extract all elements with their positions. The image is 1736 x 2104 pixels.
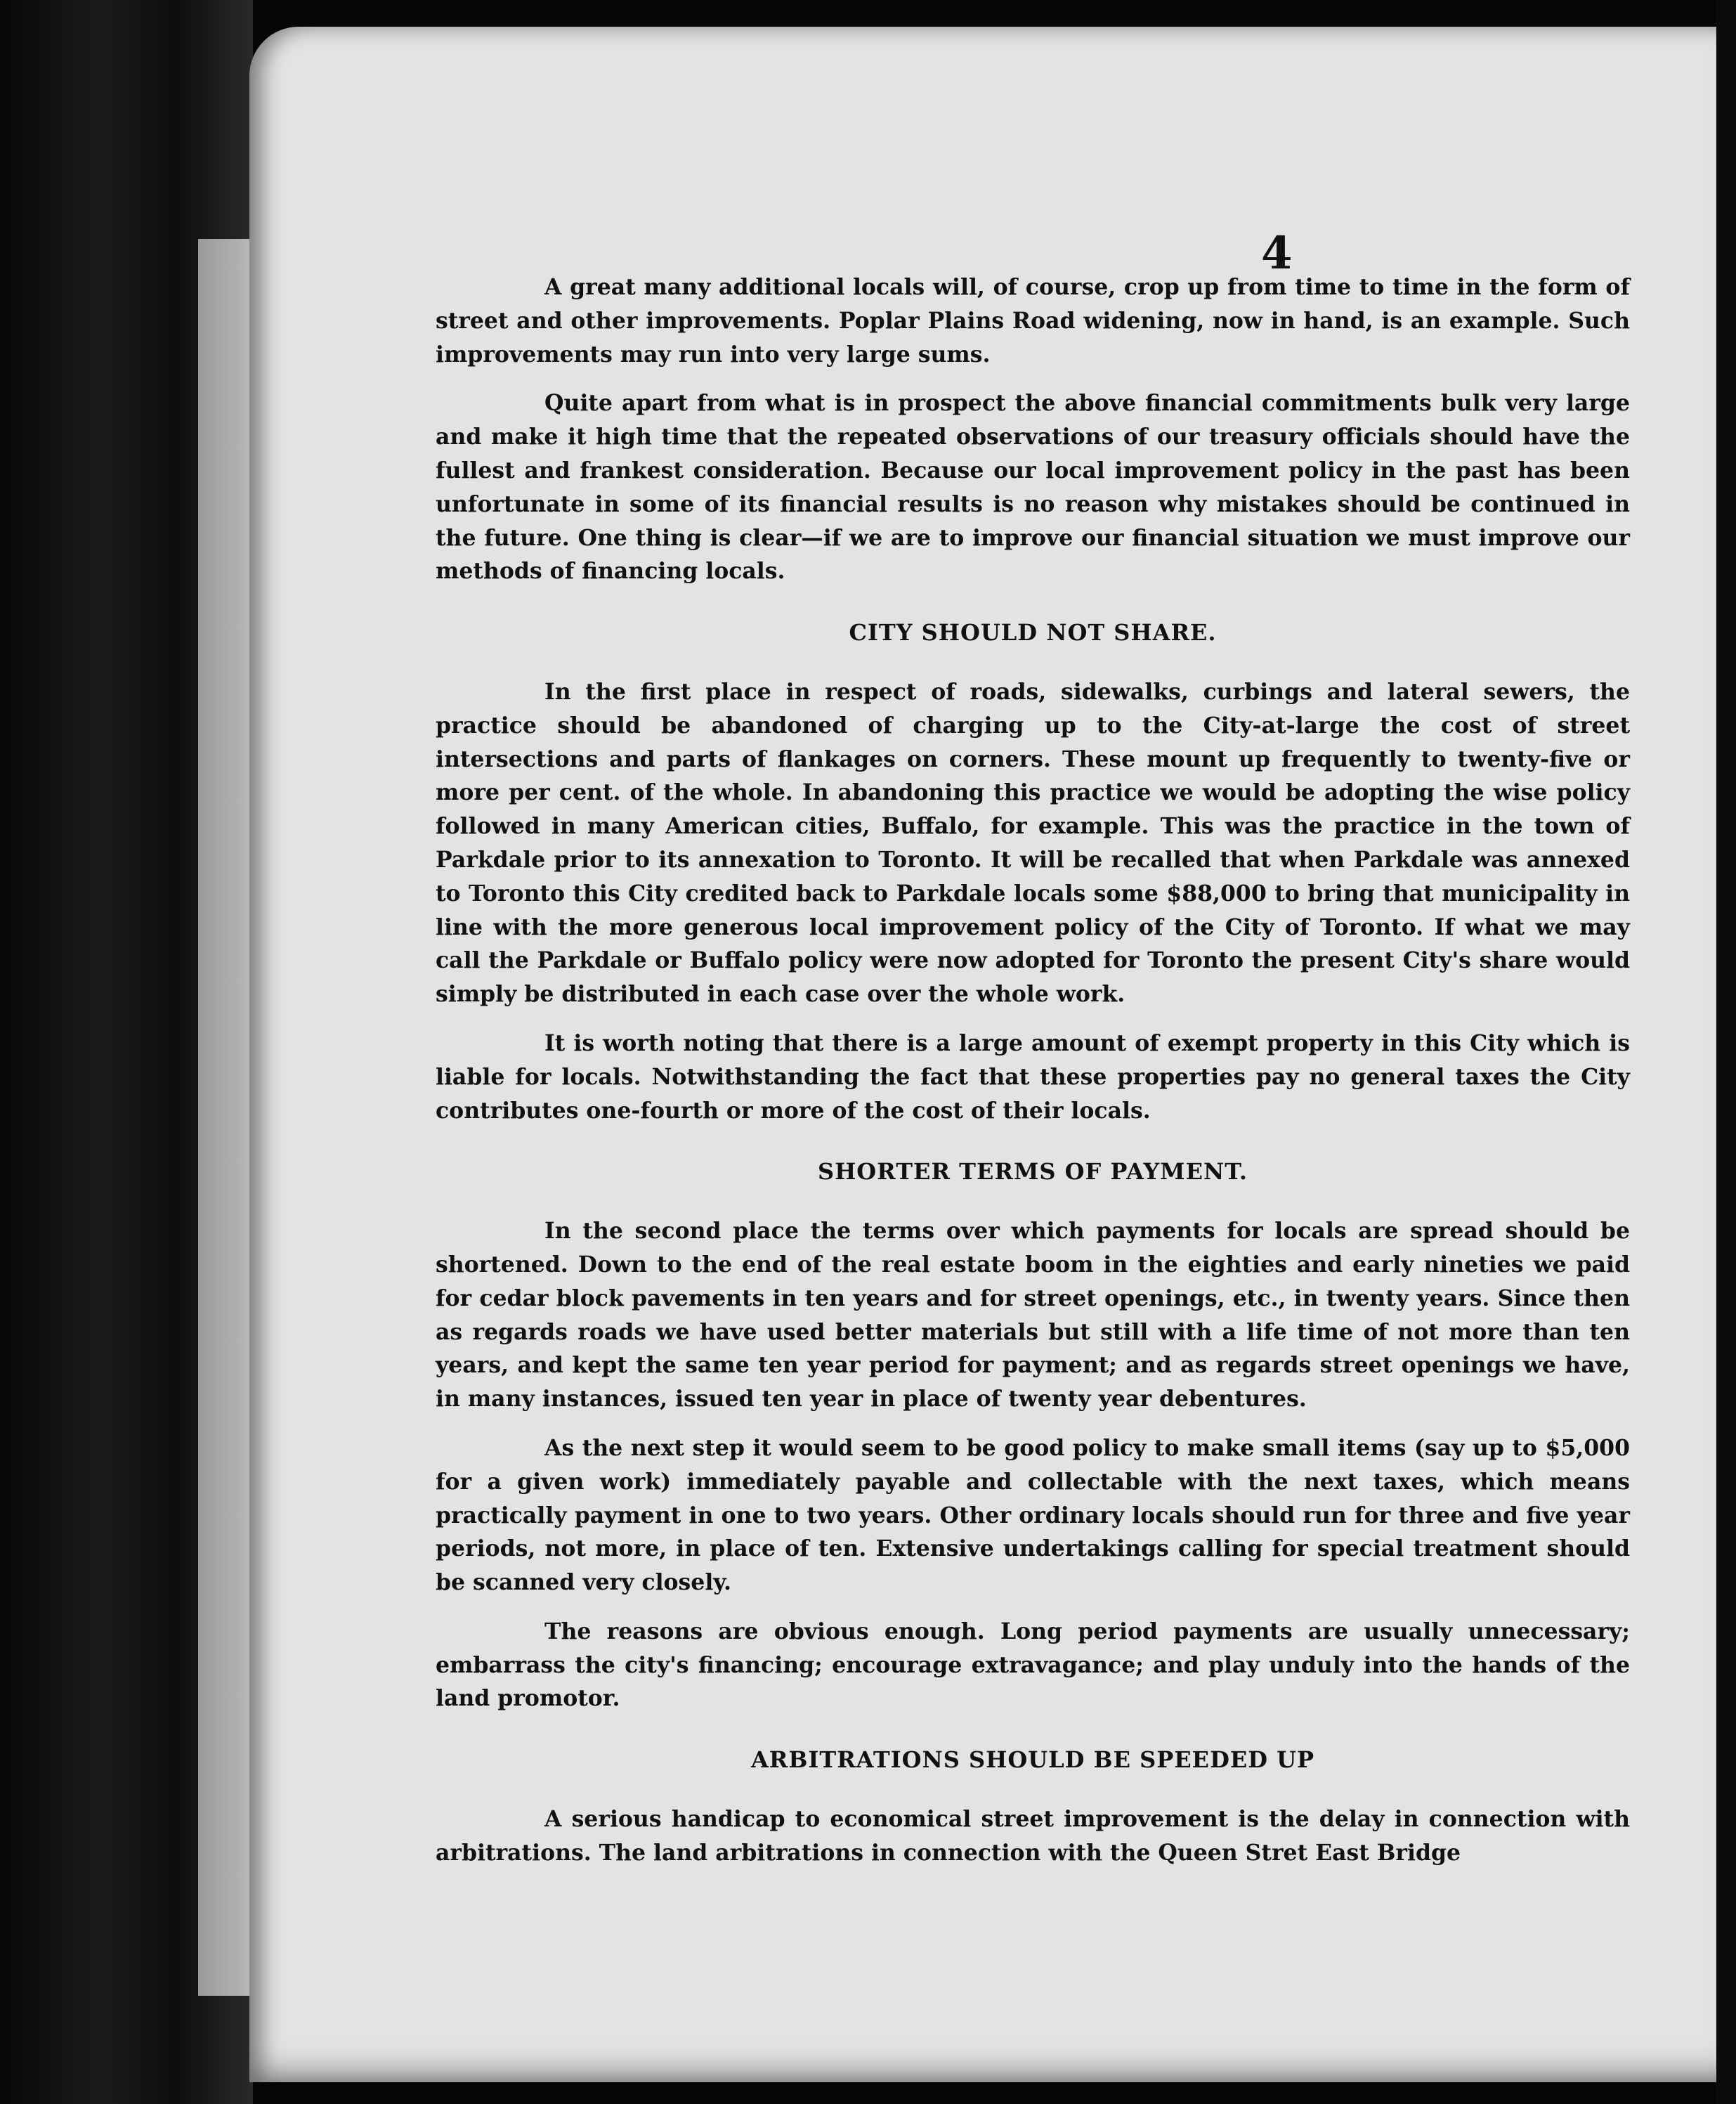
paragraph-exempt-property: It is worth noting that there is a large amount of exempt property in this City which is liable for locals. Notwithstanding the fact that these properties pay no general taxes the City contributes one-fourth or more of the cost of their locals. (436, 1030, 1630, 1124)
paragraph-additional-locals: A great many additional locals will, of course, crop up from time to time in the form of street and other improvements. Poplar Plains Road widening, now in hand, is an example. Such improvements may run into very large sums. (436, 274, 1630, 368)
document-body (436, 271, 1630, 1885)
paragraph-first-place: In the first place in respect of roads, sidewalks, curbings and lateral sewers, the practice should be abandoned of charging up to the City-at-large the cost of street intersections and parts of flankages on corners. These mount up frequently to twenty-five or more per cent. of the whole. In abandoning this practice we would be adopting the wise policy followed in many American cities, Buffalo, for example. This was the practice in the town of Parkdale prior to its annexation to Toronto. It will be recalled that when Parkdale was annexed to Toronto this City credited back to Parkdale locals some $88,000 to bring that municipality in line with the more generous local improvement policy of the City of Toronto. If what we may call the Parkdale or Buffalo policy were now adopted for Toronto the present City's share would simply be distributed in each case over the whole work. (436, 678, 1630, 1008)
heading-shorter-terms: SHORTER TERMS OF PAYMENT. (817, 1158, 1248, 1186)
paragraph-financial-commitments: Quite apart from what is in prospect the above financial commitments bulk very large and make it high time that the repeated observations of our treasury officials should have the fullest and frankest consideration. Because our local improvement policy in the past has been unfortunate in some of its financial results is no reason why mistakes should be continued in the future. One thing is clear—if we are to improve our financial situation we must improve our methods of financing locals. (436, 390, 1630, 585)
paragraph-reasons: The reasons are obvious enough. Long period payments are usually unnecessary; embarrass the city's financing; encourage extravagance; and play unduly into the hands of the land promotor. (436, 1618, 1630, 1712)
scan-border-top (0, 0, 1736, 28)
scan-border-right (1716, 0, 1736, 2104)
page-number: 4 (1261, 227, 1293, 280)
paragraph-arbitrations: A serious handicap to economical street improvement is the delay in connection with arbitrations. The land arbitrations in connection with the Queen Stret East Bridge (436, 1806, 1630, 1866)
heading-city-should-not-share: CITY SHOULD NOT SHARE. (849, 619, 1217, 647)
heading-arbitrations: ARBITRATIONS SHOULD BE SPEEDED UP (750, 1746, 1315, 1774)
paragraph-second-place: In the second place the terms over which payments for locals are spread should be shortened. Down to the end of the real estate boom in the eighties and early nineties we paid for cedar block pavements in ten years and for street openings, etc., in twenty years. Since then as regards roads we have used better materials but still with a life time of not more than ten years, and kept the same ten year period for payment; and as regards street openings we have, in many instances, issued ten year in place of twenty year debentures. (436, 1218, 1630, 1413)
paragraph-next-step: As the next step it would seem to be good policy to make small items (say up to $5,000 for a given work) immediately payable and collectable with the next taxes, which means practically payment in one to two years. Other ordinary locals should run for three and five year periods, not more, in place of ten. Extensive undertakings calling for special treatment should be scanned very closely. (436, 1434, 1630, 1596)
